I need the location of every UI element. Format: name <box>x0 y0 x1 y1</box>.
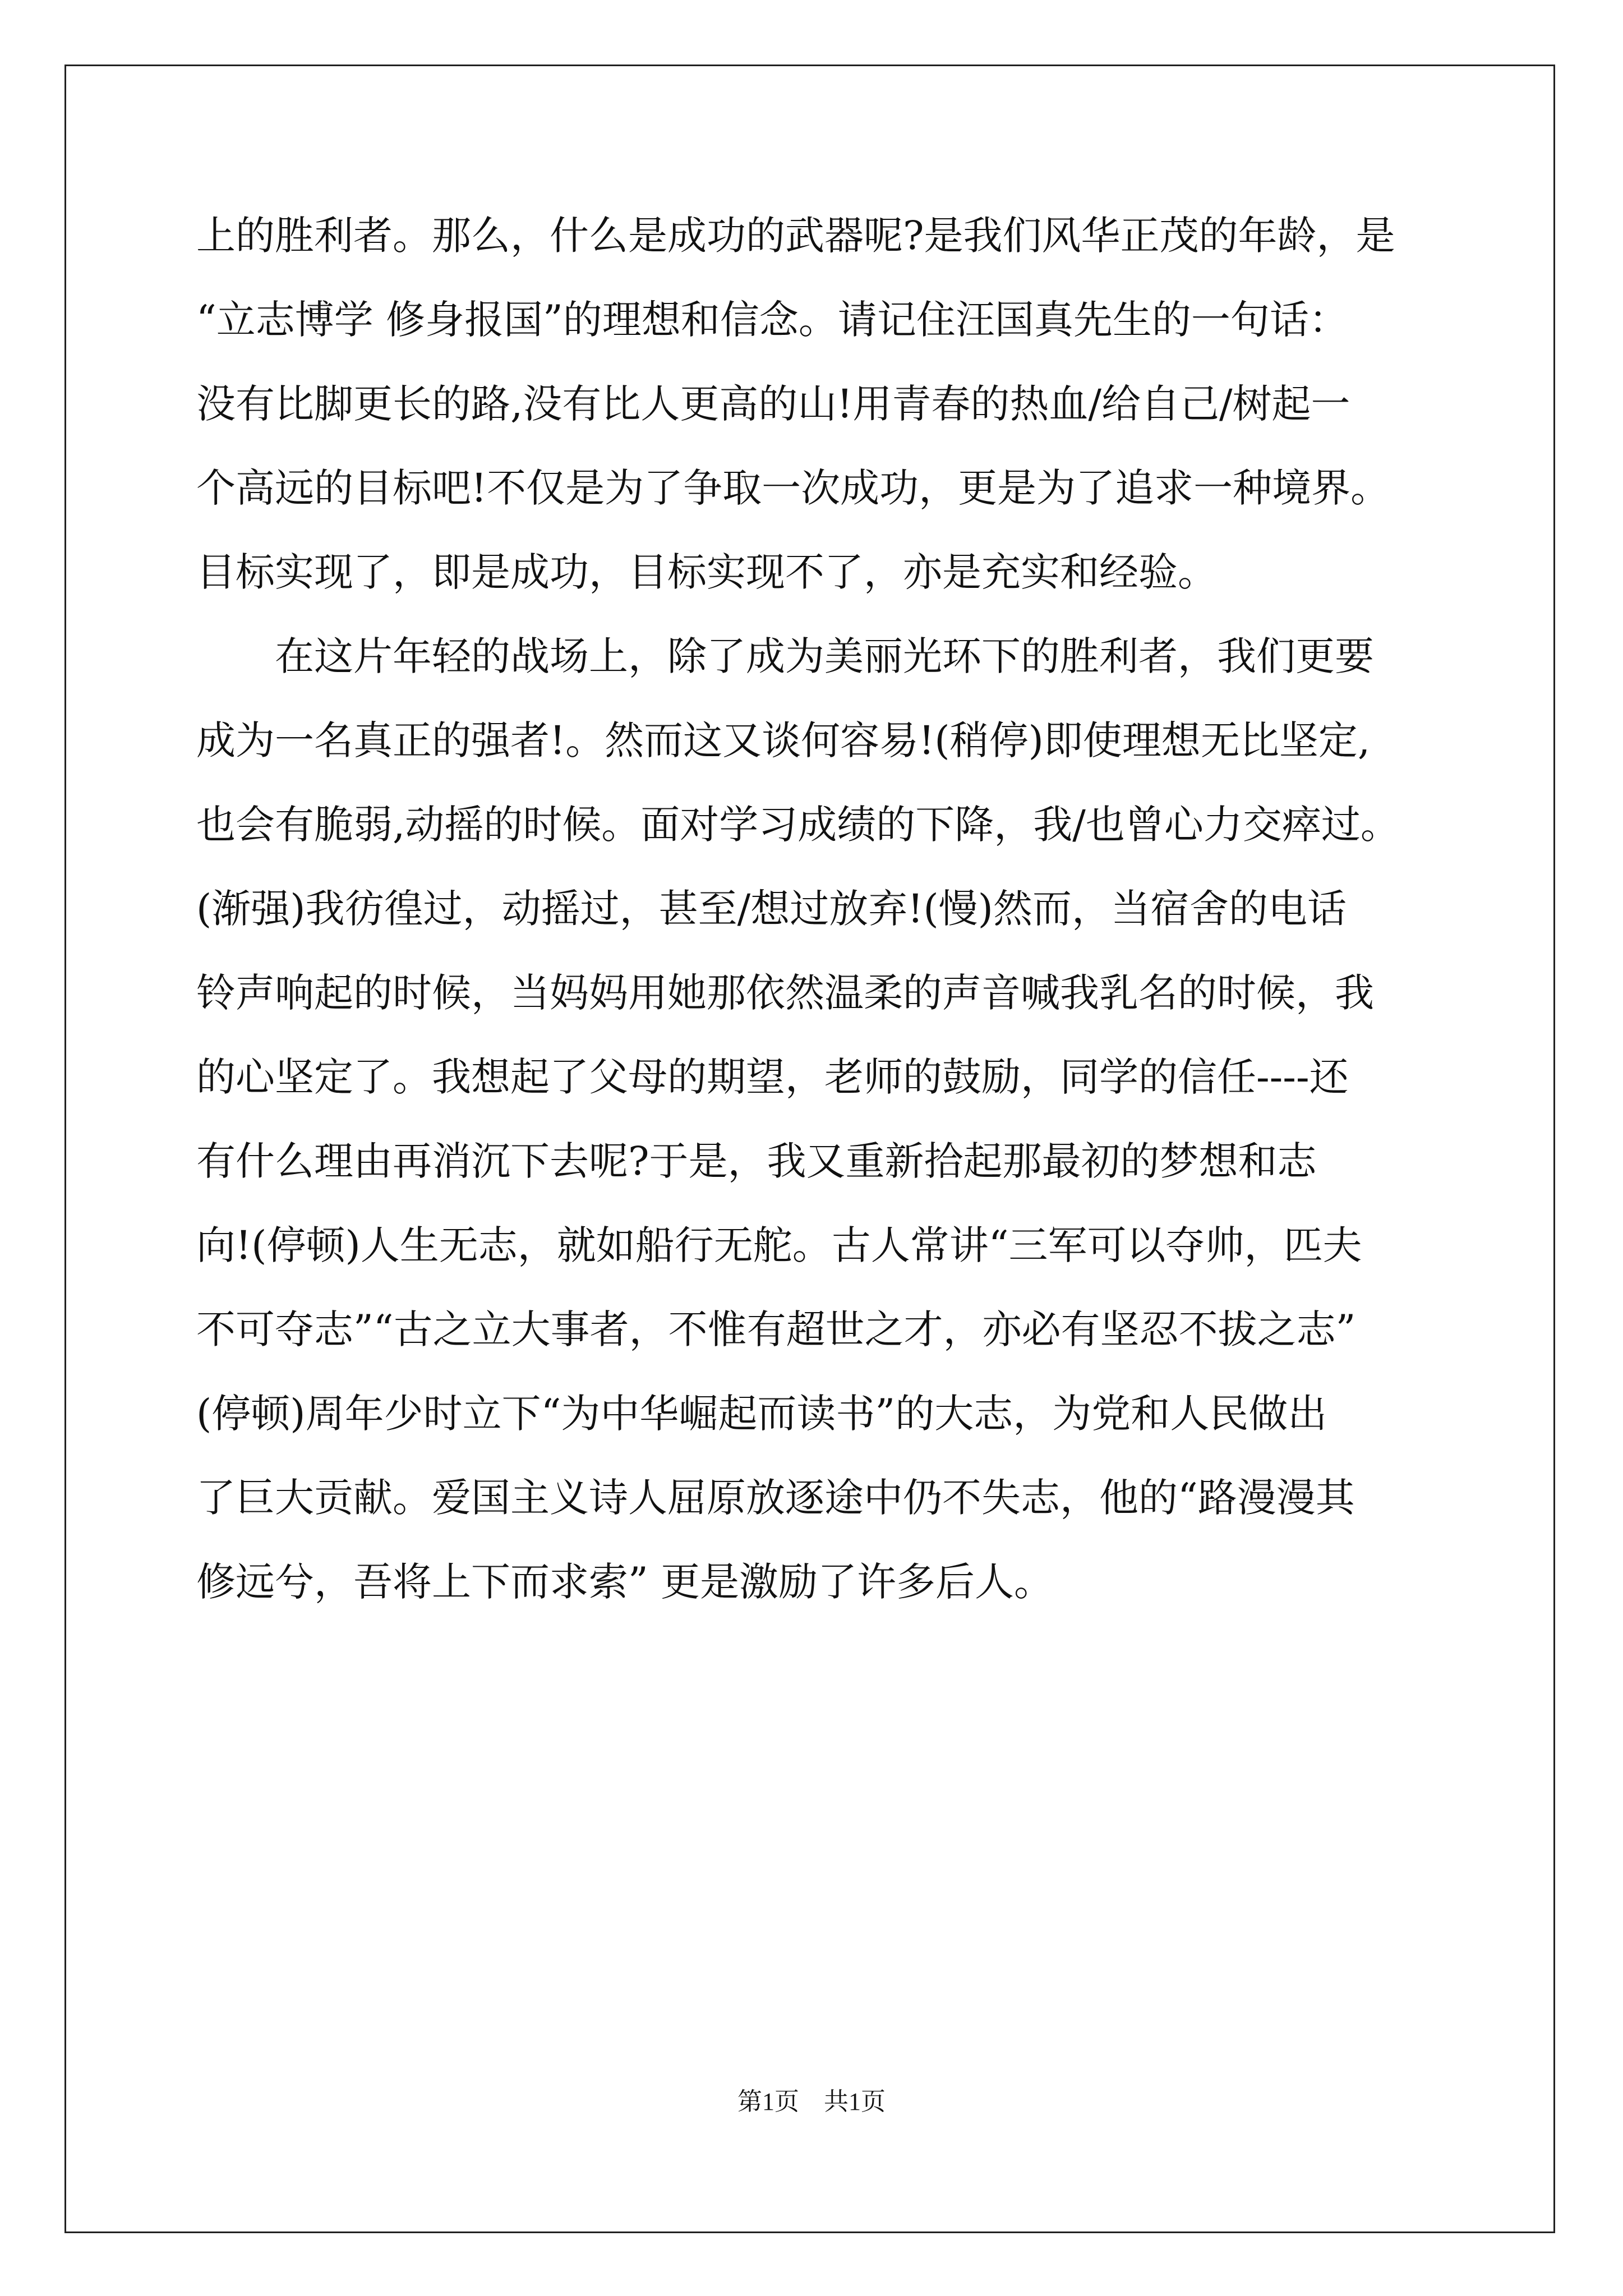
text-line: (停顿)周年少时立下“为中华崛起而读书”的大志，为党和人民做出 <box>196 1391 1327 1437</box>
text-line: 不可夺志”“古之立大事者，不惟有超世之才，亦必有坚忍不拔之志” <box>196 1306 1356 1352</box>
text-line: 了巨大贡献。爱国主义诗人屈原放逐途中仍不失志，他的“路漫漫其 <box>196 1475 1355 1521</box>
text-line: (渐强)我彷徨过，动摇过，甚至/想过放弃!(慢)然而，当宿舍的电话 <box>196 886 1347 932</box>
text-line: 的心坚定了。我想起了父母的期望，老师的鼓励，同学的信任----还 <box>196 1054 1349 1100</box>
text-line: 上的胜利者。那么，什么是成功的武器呢?是我们风华正茂的年龄，是 <box>196 213 1395 259</box>
text-line: 铃声响起的时候，当妈妈用她那依然温柔的声音喊我乳名的时候，我 <box>196 970 1374 1016</box>
text-line: 向!(停顿)人生无志，就如船行无舵。古人常讲“三军可以夺帅，匹夫 <box>196 1222 1362 1268</box>
text-line: 个高远的目标吧!不仅是为了争取一次成功，更是为了追求一种境界。 <box>196 465 1390 511</box>
text-line: “立志博学 修身报国”的理想和信念。请记住汪国真先生的一句话： <box>196 297 1348 343</box>
text-line: 也会有脆弱,动摇的时候。面对学习成绩的下降，我/也曾心力交瘁过。 <box>196 802 1400 848</box>
text-line: 修远兮，吾将上下而求索” 更是激励了许多后人。 <box>196 1559 1054 1605</box>
page-footer: 第1页 共1页 <box>737 2088 886 2115</box>
text-line: 在这片年轻的战场上，除了成为美丽光环下的胜利者，我们更要 <box>196 633 1374 679</box>
text-line: 成为一名真正的强者!。然而这又谈何容易!(稍停)即使理想无比坚定, <box>196 717 1371 763</box>
text-line: 没有比脚更长的路,没有比人更高的山!用青春的热血/给自己/树起一 <box>196 381 1350 427</box>
text-line: 有什么理由再消沉下去呢?于是，我又重新拾起那最初的梦想和志 <box>196 1138 1317 1184</box>
text-line: 目标实现了，即是成功，目标实现不了，亦是充实和经验。 <box>196 549 1217 595</box>
